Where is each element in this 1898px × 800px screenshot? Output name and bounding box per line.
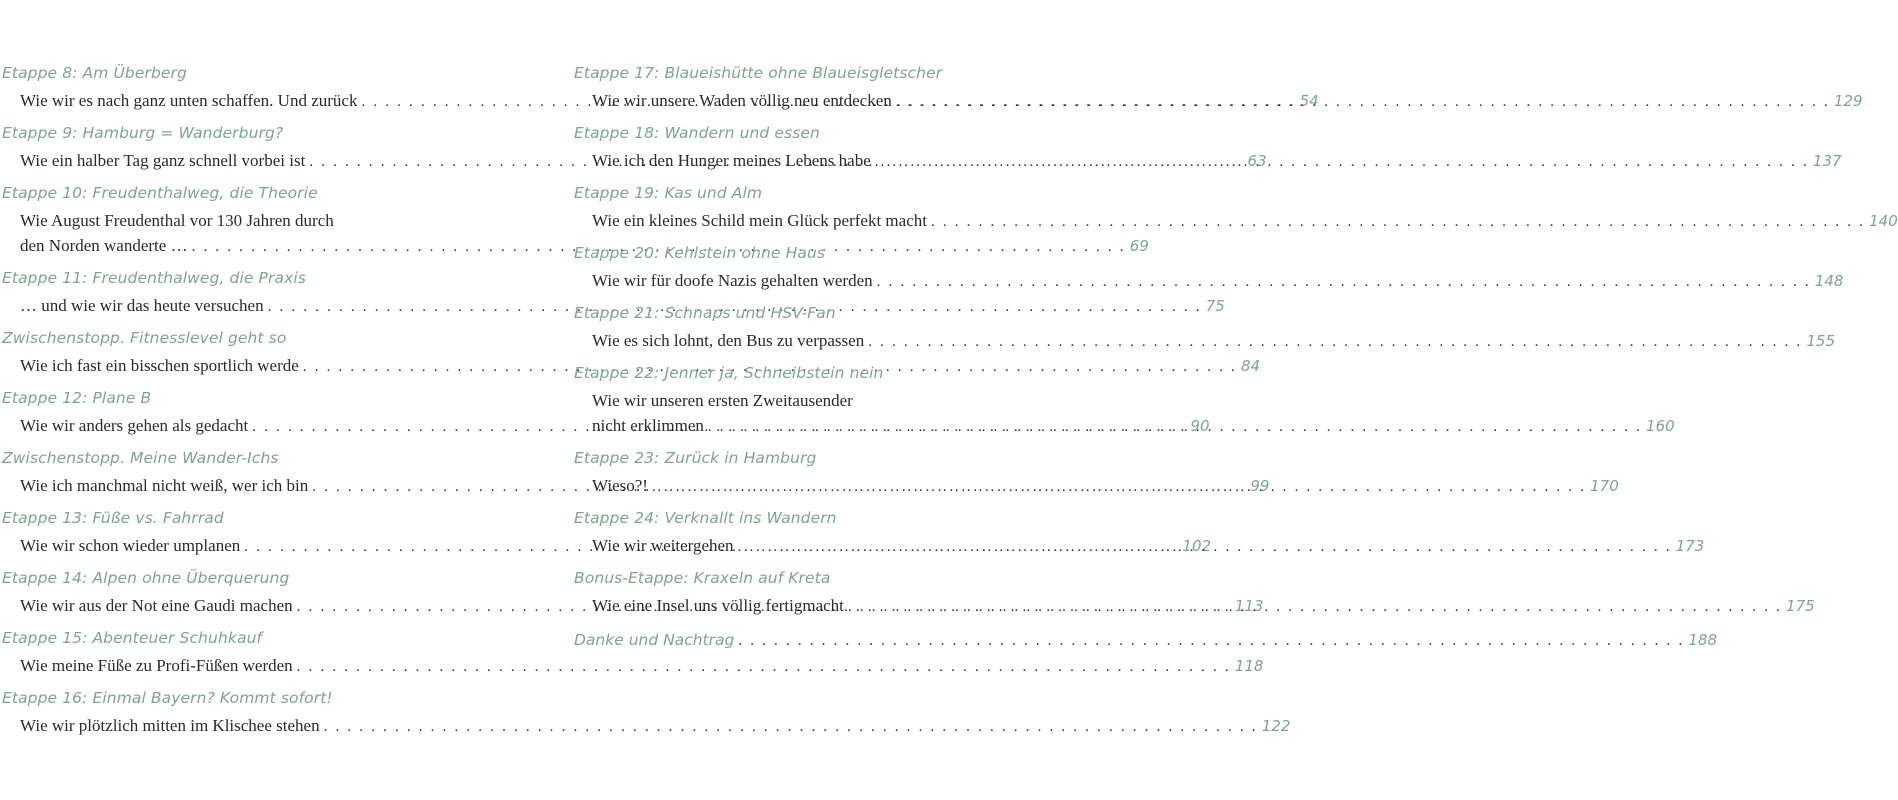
toc-heading: Zwischenstopp. Fitnesslevel geht so bbox=[2, 329, 287, 347]
toc-page-number: 170 bbox=[1590, 477, 1619, 495]
toc-entry-text: Wie wir unseren ersten Zweitausender bbox=[592, 391, 853, 410]
toc-heading: Etappe 22: Jenner ja, Schneibstein nein bbox=[574, 364, 884, 382]
toc-dot-leader bbox=[848, 599, 1782, 616]
toc-entry-text: Wie wir unsere Waden völlig neu entdecken bbox=[592, 91, 892, 110]
toc-heading: Etappe 12: Plane B bbox=[2, 389, 152, 407]
toc-page-number: 188 bbox=[1688, 631, 1718, 649]
toc-dot-leader bbox=[297, 659, 1231, 676]
toc-entry-text: Wie ein halber Tag ganz schnell vorbei ist bbox=[20, 151, 306, 170]
toc-page-number: 118 bbox=[1234, 657, 1264, 675]
toc-entry bbox=[20, 211, 432, 231]
toc-entry bbox=[592, 211, 1898, 231]
toc-page-number: 173 bbox=[1675, 537, 1705, 555]
toc-page-number: 148 bbox=[1814, 272, 1844, 290]
toc-dot-leader bbox=[738, 539, 1672, 556]
toc-page-number: 129 bbox=[1833, 92, 1863, 110]
toc-entry-text: Wie meine Füße zu Profi-Füßen werden bbox=[20, 656, 293, 675]
toc-page-number: 102 bbox=[1182, 537, 1212, 555]
toc-heading: Etappe 14: Alpen ohne Überquerung bbox=[2, 569, 290, 587]
toc-heading: Etappe 8: Am Überberg bbox=[2, 64, 187, 82]
toc-heading: Bonus-Etappe: Kraxeln auf Kreta bbox=[574, 569, 831, 587]
toc-heading: Zwischenstopp. Meine Wander-Ichs bbox=[2, 449, 279, 467]
toc-page-number: 99 bbox=[1250, 477, 1270, 495]
toc-heading: Etappe 20: Kehlstein ohne Haus bbox=[574, 244, 826, 262]
toc-entry-text: Wieso?! bbox=[592, 476, 648, 495]
toc-dot-leader bbox=[324, 719, 1258, 736]
toc-heading: Danke und Nachtrag bbox=[574, 631, 735, 649]
toc-page-number: 155 bbox=[1806, 332, 1835, 350]
toc-heading: Etappe 11: Freudenthalweg, die Praxis bbox=[2, 269, 306, 287]
toc-heading: Etappe 10: Freudenthalweg, die Theorie bbox=[2, 184, 318, 202]
toc-dot-leader bbox=[875, 154, 1809, 171]
toc-entry bbox=[20, 716, 1291, 736]
toc-page-number: 90 bbox=[1190, 417, 1210, 435]
toc-entry-text: Wie wir anders gehen als gedacht bbox=[20, 416, 249, 435]
toc-heading: Etappe 9: Hamburg = Wanderburg? bbox=[2, 124, 284, 142]
toc-heading: Etappe 16: Einmal Bayern? Kommt sofort! bbox=[2, 689, 333, 707]
toc-heading: Etappe 21: Schnaps und HSV-Fan bbox=[574, 304, 836, 322]
toc-page-number: 113 bbox=[1234, 597, 1264, 615]
toc-dot-leader bbox=[877, 274, 1811, 291]
toc-entry-text: Wie August Freudenthal vor 130 Jahren durch bbox=[20, 211, 334, 230]
toc-page-number: 140 bbox=[1869, 212, 1898, 230]
toc-entry bbox=[592, 331, 1835, 351]
toc-dot-leader bbox=[868, 334, 1802, 351]
toc-page-number: 175 bbox=[1786, 597, 1815, 615]
toc-entry bbox=[592, 271, 1844, 291]
toc-page-number: 122 bbox=[1261, 717, 1291, 735]
toc-entry-text: Wie wir es nach ganz unten schaffen. Und zurück bbox=[20, 91, 358, 110]
toc-heading: Etappe 23: Zurück in Hamburg bbox=[574, 449, 817, 467]
toc-entry-text: Wie es sich lohnt, den Bus zu verpassen bbox=[592, 331, 865, 350]
toc-page-number: 84 bbox=[1240, 357, 1261, 375]
toc-heading: Etappe 15: Abenteuer Schuhkauf bbox=[2, 629, 263, 647]
toc-entry-text: nicht erklimmen bbox=[592, 416, 704, 435]
toc-heading: Etappe 18: Wandern und essen bbox=[574, 124, 820, 142]
toc-entry-text: Wie ein kleines Schild mein Glück perfekt macht bbox=[592, 211, 927, 230]
toc-dot-leader bbox=[652, 479, 1586, 496]
toc-page-number: 160 bbox=[1646, 417, 1675, 435]
toc-entry bbox=[592, 391, 1000, 411]
toc-heading: Etappe 13: Füße vs. Fahrrad bbox=[2, 509, 224, 527]
toc-heading: Etappe 19: Kas und Alm bbox=[574, 184, 763, 202]
toc-entry-text: Wie ich manchmal nicht weiß, wer ich bin bbox=[20, 476, 309, 495]
toc-page-number: 75 bbox=[1205, 297, 1225, 315]
toc-entry-text: den Norden wanderte … bbox=[20, 236, 188, 255]
toc-page-number: 54 bbox=[1299, 92, 1319, 110]
toc-page-number: 63 bbox=[1247, 152, 1267, 170]
toc-heading: Etappe 24: Verknallt ins Wandern bbox=[574, 509, 837, 527]
toc-entry-text: Wie ich den Hunger meines Lebens habe bbox=[592, 151, 871, 170]
toc-heading: Etappe 17: Blaueishütte ohne Blaueisgletscher bbox=[574, 64, 943, 82]
toc-entry-text: Wie wir aus der Not eine Gaudi machen bbox=[20, 596, 293, 615]
toc-entry-text: Wie eine Insel uns völlig fertigmacht bbox=[592, 596, 844, 615]
toc-entry-text: Wie wir plötzlich mitten im Klischee stehen bbox=[20, 716, 320, 735]
toc-dot-leader: . . . . . . . . . . . . . . . . . . . . . . . . . . . . . . . . . . . . . . . . . . . . . . . . . . . . . . . . . . . . . . . . . . . . . . . . . . . . . . . . bbox=[738, 633, 1685, 649]
toc-closing-entry bbox=[574, 631, 1718, 650]
toc-entry-text: … und wie wir das heute versuchen bbox=[20, 296, 264, 315]
toc-dot-leader bbox=[896, 94, 1830, 111]
toc-entry-text: Wie wir weitergehen bbox=[592, 536, 734, 555]
toc-entry-text: Wie wir für doofe Nazis gehalten werden bbox=[592, 271, 873, 290]
toc-entry bbox=[20, 656, 1264, 676]
toc-page-number: 137 bbox=[1812, 152, 1842, 170]
toc-entry-text: Wie wir schon wieder umplanen bbox=[20, 536, 241, 555]
toc-page-number: 69 bbox=[1129, 237, 1149, 255]
toc-dot-leader bbox=[708, 419, 1642, 436]
toc-dot-leader bbox=[931, 214, 1865, 231]
toc-entry-text: Wie ich fast ein bisschen sportlich werde bbox=[20, 356, 299, 375]
